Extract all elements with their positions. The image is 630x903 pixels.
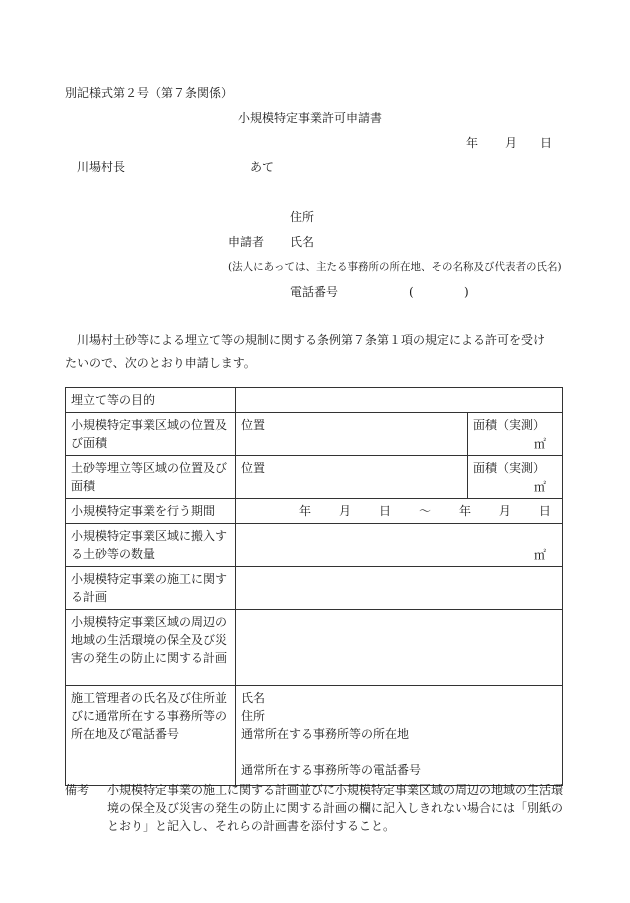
period-tilde: ～	[418, 504, 431, 518]
period-end-year: 年	[458, 504, 471, 518]
table-row	[66, 524, 563, 567]
table-row	[66, 567, 563, 610]
soil-area-position[interactable]: 位置	[236, 456, 468, 499]
construction-plan-value[interactable]	[236, 567, 563, 610]
manager-value[interactable]	[236, 686, 563, 786]
intro-line-2: たいので、次のとおり申請します。	[65, 356, 256, 370]
honorific: あて	[250, 160, 275, 174]
table-row	[66, 499, 563, 524]
table-row	[66, 413, 563, 456]
soil-quantity-label: 小規模特定事業区域に搬入する土砂等の数量	[66, 524, 236, 567]
construction-plan-label: 小規模特定事業の施工に関する計画	[66, 567, 236, 610]
sqm-unit: ㎡	[533, 548, 546, 562]
table-row	[66, 686, 563, 786]
area-measured-label: 面積（実測）	[473, 418, 546, 432]
sqm-unit: ㎡	[533, 437, 546, 451]
sqm-unit: ㎡	[533, 480, 546, 494]
manager-name-label: 氏名	[241, 691, 266, 705]
phone-paren-open: (	[409, 285, 414, 299]
period-start-year: 年	[299, 504, 312, 518]
phone-label: 電話番号	[290, 285, 339, 299]
purpose-label: 埋立て等の目的	[66, 388, 236, 413]
area-size-cell[interactable]	[468, 413, 563, 456]
period-end-month: 月	[498, 504, 511, 518]
name-label: 氏名	[290, 235, 315, 249]
period-start-day: 日	[378, 504, 391, 518]
table-row	[66, 610, 563, 686]
form-number: 別記様式第２号（第７条関係）	[65, 86, 234, 100]
purpose-value[interactable]	[236, 388, 563, 413]
date-day: 日	[540, 136, 553, 150]
soil-area-size-cell[interactable]	[468, 456, 563, 499]
table-row	[66, 388, 563, 413]
manager-address-label: 住所	[241, 709, 266, 723]
period-label: 小規模特定事業を行う期間	[66, 499, 236, 524]
soil-quantity-value[interactable]	[236, 524, 563, 567]
manager-label: 施工管理者の氏名及び住所並びに通常所在する事務所等の所在地及び電話番号	[66, 686, 236, 786]
date-month: 月	[505, 136, 518, 150]
environment-plan-value[interactable]	[236, 610, 563, 686]
address-label: 住所	[290, 210, 315, 224]
soil-area-label: 土砂等埋立等区域の位置及び面積	[66, 456, 236, 499]
soil-area-measured-label: 面積（実測）	[473, 461, 546, 475]
date-year: 年	[466, 136, 479, 150]
phone-paren-close: )	[464, 285, 469, 299]
period-value[interactable]	[236, 499, 563, 524]
corporation-note: (法人にあっては、主たる事務所の所在地、その名称及び代表者の氏名)	[228, 261, 562, 273]
environment-plan-label: 小規模特定事業区域の周辺の地域の生活環境の保全及び災害の発生の防止に関する計画	[66, 610, 236, 686]
addressee: 川場村長	[77, 160, 126, 174]
area-label: 小規模特定事業区域の位置及び面積	[66, 413, 236, 456]
remarks	[65, 781, 565, 835]
area-position[interactable]: 位置	[236, 413, 468, 456]
period-end-day: 日	[538, 504, 551, 518]
remarks-body: 小規模特定事業の施工に関する計画並びに小規模特定事業区域の周辺の地域の生活環境の保全及び災害の発生の防止に関する計画の欄に記入しきれない場合には「別紙のとおり」と記入し、それらの計画書を添付すること。	[107, 783, 564, 833]
table-row	[66, 456, 563, 499]
office-location-label: 通常所在する事務所等の所在地	[241, 727, 410, 741]
office-phone-label: 通常所在する事務所等の電話番号	[241, 763, 422, 777]
intro-line-1: 川場村土砂等による埋立て等の規制に関する条例第７条第１項の規定による許可を受け	[77, 333, 546, 347]
applicant-label: 申請者	[228, 235, 265, 249]
remarks-heading: 備考	[65, 783, 90, 797]
document-title: 小規模特定事業許可申請書	[238, 111, 383, 125]
period-start-month: 月	[338, 504, 351, 518]
application-table	[65, 387, 563, 786]
